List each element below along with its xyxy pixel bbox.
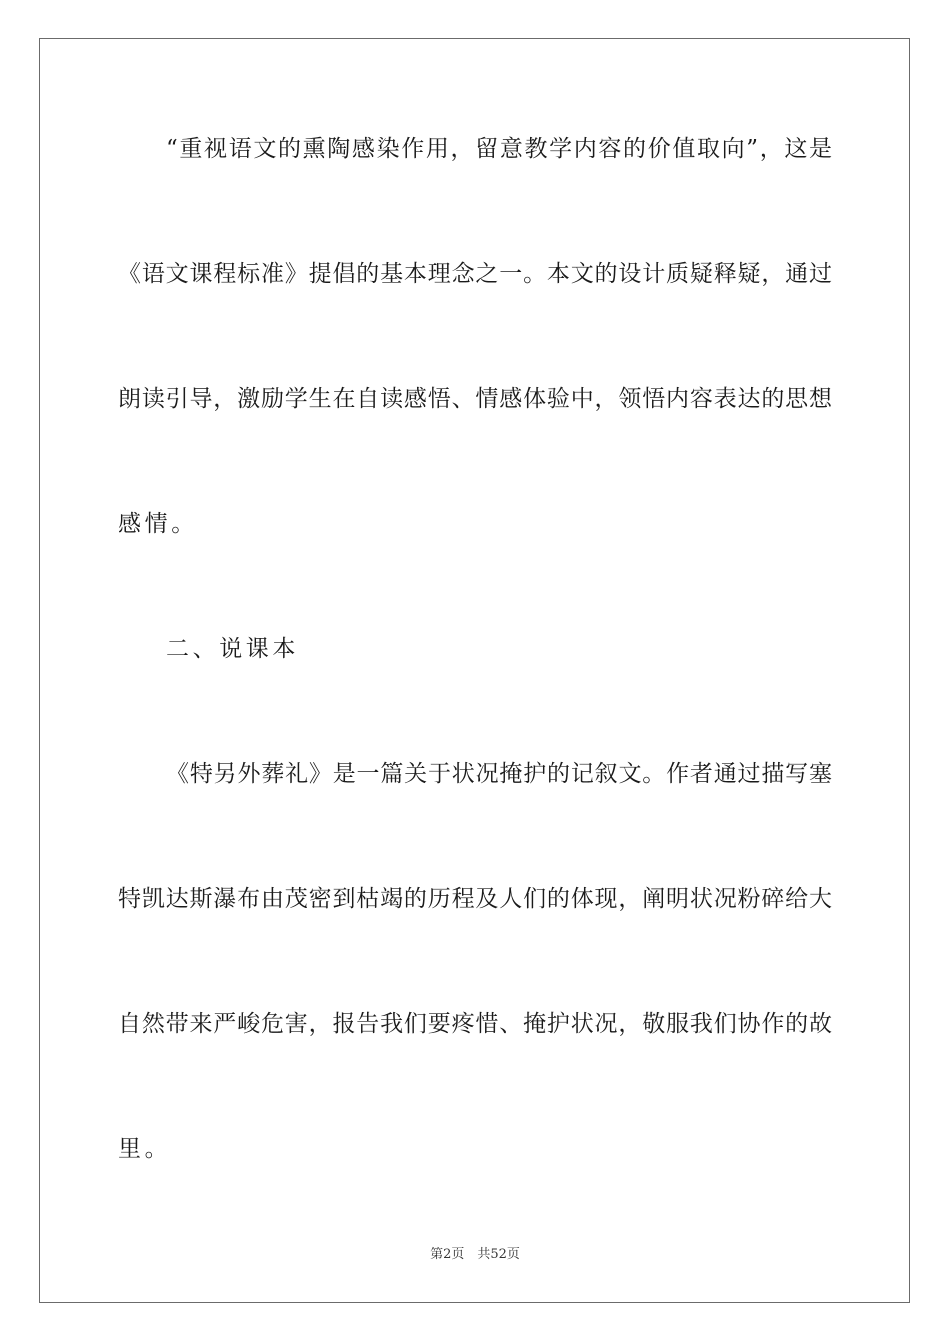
paragraph-1-line-1: “重视语文的熏陶感染作用，留意教学内容的价值取向”，这是 xyxy=(166,136,832,162)
page-number-footer: 第2页 共52页 xyxy=(430,1247,520,1262)
section-heading: 二、说课本 xyxy=(166,636,299,662)
paragraph-2-line-3: 自然带来严峻危害，报告我们要疼惜、掩护状况，敬服我们协作的故 xyxy=(118,1011,832,1037)
page-border xyxy=(39,38,910,1303)
paragraph-1-line-2: 《语文课程标准》提倡的基本理念之一。本文的设计质疑释疑，通过 xyxy=(118,261,832,287)
paragraph-2-line-2: 特凯达斯瀑布由茂密到枯竭的历程及人们的体现，阐明状况粉碎给大 xyxy=(118,886,832,912)
paragraph-2-line-4: 里。 xyxy=(118,1136,172,1162)
paragraph-1-line-3: 朗读引导，激励学生在自读感悟、情感体验中，领悟内容表达的思想 xyxy=(118,386,832,412)
paragraph-1-line-4: 感情。 xyxy=(118,511,198,537)
paragraph-2-line-1: 《特另外葬礼》是一篇关于状况掩护的记叙文。作者通过描写塞 xyxy=(166,761,832,787)
